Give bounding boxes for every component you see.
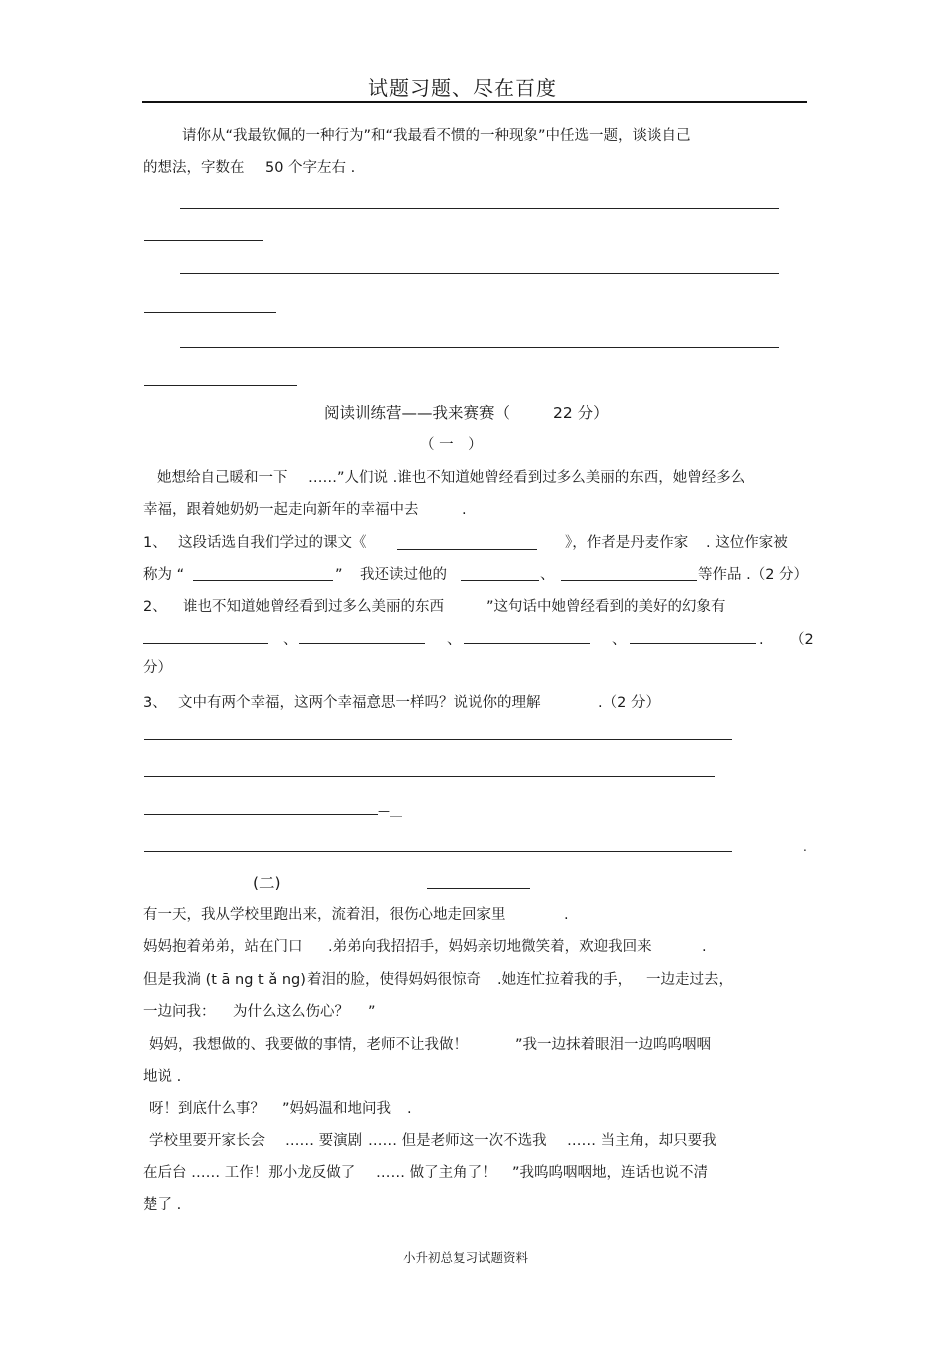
passage2-line: 学校里要开家长会 — [149, 1133, 265, 1149]
q1-line2-e: 等作品 .（2 分） — [698, 567, 809, 583]
passage2-line: 为什么这么伤心？ — [233, 1004, 349, 1020]
page-footer: 小升初总复习试题资料 — [403, 1250, 529, 1265]
passage2-line: …… 但是老师这一次不选我 — [368, 1133, 547, 1149]
writing-line[interactable] — [144, 385, 297, 386]
q3-answer-line[interactable] — [144, 776, 715, 777]
writing-line[interactable] — [180, 273, 779, 274]
passage2-line: …… 当主角，却只要我 — [567, 1133, 717, 1149]
q3-dot: . — [803, 840, 807, 854]
writing-line[interactable] — [180, 208, 779, 209]
passage2-line: . — [407, 1101, 412, 1117]
q1-blank-title[interactable] — [397, 549, 537, 550]
passage1-line1b: ……”人们说 .谁也不知道她曾经看到过多么美丽的东西，她曾经多么 — [308, 470, 746, 486]
writing-line[interactable] — [144, 240, 263, 241]
q3-line-mark: —＿ — [378, 804, 403, 818]
passage1-line1a: 她想给自己暖和一下 — [157, 470, 288, 486]
q1-blank-work2[interactable] — [561, 580, 697, 581]
passage2-line: …… 做了主角了！ — [376, 1165, 497, 1181]
passage2-line: 呀！到底什么事？ — [149, 1101, 265, 1117]
q1-number: 1、 — [143, 535, 167, 551]
passage2-line: ”我呜呜咽咽地，连话也说不清 — [512, 1165, 709, 1181]
q1-blank-work1[interactable] — [461, 580, 539, 581]
reading-section-title-a: 阅读训练营——我来赛赛（ — [324, 404, 511, 422]
passage2-line: . — [702, 939, 707, 955]
passage2-line: .她连忙拉着我的手， — [497, 972, 633, 988]
q2-blank-2[interactable] — [299, 643, 425, 644]
passage2-line: ”妈妈温和地问我 — [282, 1101, 392, 1117]
q1-text-b: 》，作者是丹麦作家 — [565, 535, 689, 551]
q2-separator: 、 — [283, 632, 298, 648]
passage2-line: 着泪的脸，使得妈妈很惊奇 — [307, 972, 481, 988]
passage2-line: …… 要演剧 — [285, 1133, 363, 1149]
part2-title-blank[interactable] — [427, 888, 530, 889]
q2-number: 2、 — [143, 599, 167, 615]
writing-prompt-line2b: 50 个字左右 . — [265, 160, 356, 176]
passage2-line: 一边问我： — [143, 1004, 216, 1020]
passage2-line: 妈妈，我想做的、我要做的事情，老师不让我做！ — [149, 1037, 468, 1053]
passage2-line: 地说 . — [143, 1069, 182, 1085]
q2-text-b: ”这句话中她曾经看到的美好的幻象有 — [486, 599, 726, 615]
q1-line2-b: ” — [335, 567, 343, 583]
q3-text-b: .（2 分） — [598, 695, 660, 711]
q2-score-a: （2 — [790, 632, 814, 648]
q2-end: . — [759, 632, 764, 648]
writing-prompt-line2a: 的想法，字数在 — [143, 160, 245, 176]
q3-number: 3、 — [143, 695, 167, 711]
part1-label: （ 一 ） — [420, 437, 483, 453]
passage2-line: .弟弟向我招招手，妈妈亲切地微笑着，欢迎我回来 — [328, 939, 652, 955]
writing-prompt-line1: 请你从“我最钦佩的一种行为”和“我最看不惯的一种现象”中任选一题，谈谈自己 — [182, 128, 691, 144]
q1-line2-a: 称为 “ — [143, 567, 185, 583]
reading-section-title-b: 22 分） — [553, 404, 609, 422]
writing-line[interactable] — [180, 347, 779, 348]
passage2-line: ”我一边抹着眼泪一边呜呜咽咽 — [515, 1037, 712, 1053]
q2-text-a: 谁也不知道她曾经看到过多么美丽的东西 — [183, 599, 444, 615]
q1-text-a: 这段话选自我们学过的课文《 — [178, 535, 367, 551]
q2-separator: 、 — [447, 632, 462, 648]
q2-separator: 、 — [612, 632, 627, 648]
q2-score-b: 分） — [143, 660, 172, 676]
passage2-line: 一边走过去， — [646, 972, 733, 988]
passage2-line: 在后台 …… 工作！那小龙反做了 — [143, 1165, 356, 1181]
passage1-line2a: 幸福，跟着她奶奶一起走向新年的幸福中去 — [143, 502, 419, 518]
header-rule — [142, 101, 807, 103]
q1-blank-nickname[interactable] — [193, 580, 333, 581]
q2-blank-1[interactable] — [143, 643, 268, 644]
q3-answer-line[interactable] — [144, 739, 732, 740]
q3-answer-line[interactable] — [144, 851, 732, 852]
passage2-line: . — [564, 907, 569, 923]
passage2-line: 妈妈抱着弟弟，站在门口 — [143, 939, 303, 955]
q2-blank-4[interactable] — [630, 643, 756, 644]
page-header-title: 试题习题、尽在百度 — [368, 76, 557, 100]
passage1-line2b: . — [462, 502, 467, 518]
q1-text-c: . 这位作家被 — [706, 535, 788, 551]
passage2-line: 有一天，我从学校里跑出来，流着泪，很伤心地走回家里 — [143, 907, 506, 923]
q3-answer-line[interactable] — [144, 814, 378, 815]
q2-blank-3[interactable] — [464, 643, 590, 644]
passage2-line: 楚了 . — [143, 1197, 182, 1213]
passage2-line: 但是我淌 (t ā ng t ǎ ng) — [143, 972, 306, 988]
q3-text-a: 文中有两个幸福，这两个幸福意思一样吗？说说你的理解 — [178, 695, 541, 711]
q1-line2-d: 、 — [540, 567, 555, 583]
writing-line[interactable] — [144, 312, 276, 313]
q1-line2-c: 我还读过他的 — [360, 567, 447, 583]
passage2-line: ” — [368, 1004, 376, 1020]
part2-label: (二) — [253, 874, 281, 892]
